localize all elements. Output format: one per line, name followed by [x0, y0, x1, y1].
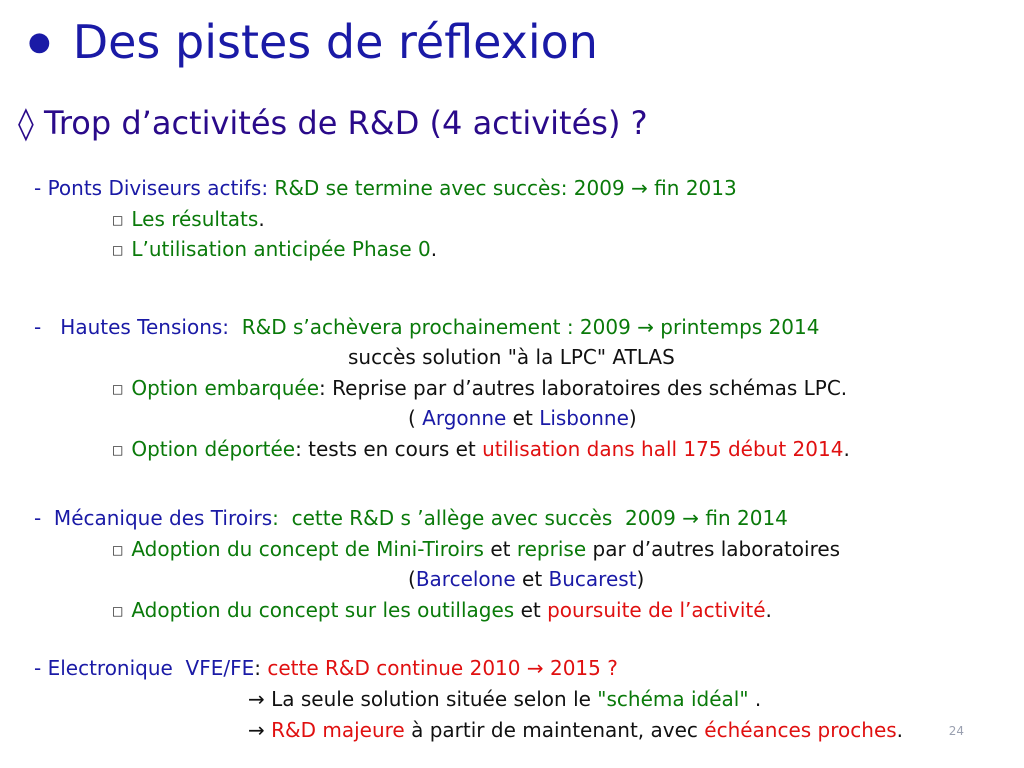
- mecanique-tiroirs-line: - Mécanique des Tiroirs: cette R&D s ’allège avec succès 2009 → fin 2014: [34, 506, 788, 530]
- checkbox-square-icon: □: [112, 243, 124, 257]
- succes-solution-line: succès solution "à la LPC" ATLAS: [348, 345, 675, 369]
- mini-tiroirs-line: □ Adoption du concept de Mini-Tiroirs et reprise par d’autres laboratoires: [112, 537, 841, 561]
- subtitle-text: Trop d’activités de R&D (4 activités) ?: [43, 104, 648, 142]
- utilisation-line: □ L’utilisation anticipée Phase 0.: [112, 237, 438, 261]
- title-text: Des pistes de réflexion: [72, 15, 598, 69]
- outillages-line: □ Adoption du concept sur les outillages et poursuite de l’activité.: [112, 598, 772, 622]
- option-deportee-line: □ Option déportée: tests en cours et utilisation dans hall 175 début 2014.: [112, 437, 850, 461]
- diamond-icon: ◊: [18, 104, 34, 142]
- rd-majeure-line: → R&D majeure à partir de maintenant, avec échéances proches.: [248, 718, 904, 742]
- slide-title: [28, 12, 598, 76]
- checkbox-square-icon: □: [112, 382, 124, 396]
- resultats-line: □ Les résultats.: [112, 207, 265, 231]
- hautes-tensions-line: - Hautes Tensions: R&D s’achèvera prochainement : 2009 → printemps 2014: [34, 315, 820, 339]
- arrow-icon: →: [526, 656, 544, 680]
- page-number: 24: [948, 724, 964, 738]
- title-bullet: ●: [28, 26, 51, 57]
- slide-subtitle: [18, 100, 648, 146]
- seule-solution-line: → La seule solution située selon le "schéma idéal" .: [248, 687, 762, 711]
- electronique-line: - Electronique VFE/FE: cette R&D continue 2010 → 2015 ?: [34, 656, 618, 680]
- arrow-icon: →: [637, 315, 654, 339]
- checkbox-square-icon: □: [112, 604, 124, 618]
- checkbox-square-icon: □: [112, 443, 124, 457]
- arrow-icon: →: [631, 176, 648, 200]
- option-embarquee-line: □ Option embarquée: Reprise par d’autres laboratoires des schémas LPC.: [112, 376, 848, 400]
- barcelone-bucarest-line: (Barcelone et Bucarest): [408, 567, 645, 591]
- checkbox-square-icon: □: [112, 213, 124, 227]
- argonne-lisbonne-line: ( Argonne et Lisbonne): [408, 406, 637, 430]
- arrow-icon: →: [248, 718, 265, 742]
- arrow-icon: →: [682, 506, 699, 530]
- checkbox-square-icon: □: [112, 543, 124, 557]
- arrow-icon: →: [248, 687, 265, 711]
- ponts-diviseurs-line: - Ponts Diviseurs actifs: R&D se termine avec succès: 2009 → fin 2013: [34, 176, 737, 200]
